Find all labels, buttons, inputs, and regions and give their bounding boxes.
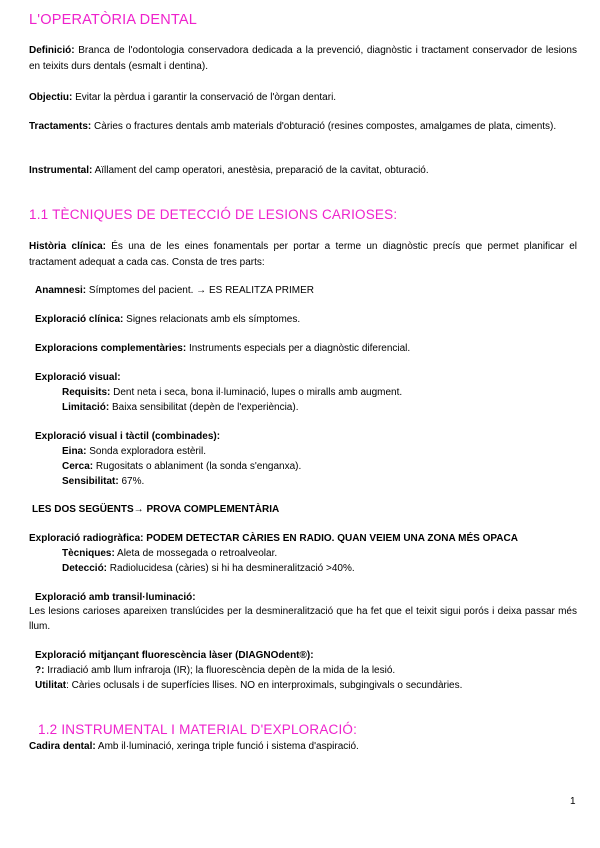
cadira-label: Cadira dental: <box>29 741 96 752</box>
exploracio-visual-heading: Exploració visual: <box>35 372 121 383</box>
utilitat-text: : Càries oclusals i de superfícies llises. NO en interproximals, subgingivals o secundàries. <box>66 680 463 691</box>
requisits-label: Requisits: <box>62 387 111 398</box>
transil-heading: Exploració amb transil·luminació: <box>35 592 196 603</box>
objectiu-paragraph <box>29 90 577 106</box>
cerca-text: Rugositats o ablaniment (la sonda s'enganxa). <box>95 461 302 472</box>
tecniques-text: Aleta de mossegada o retroalveolar. <box>117 548 278 559</box>
fluorescencia-heading: Exploració mitjançant fluorescència làser (DIAGNOdent®): <box>35 650 314 661</box>
dos-seguents-line: LES DOS SEGÜENTS→ PROVA COMPLEMENTÀRIA <box>32 504 280 515</box>
anamnesi-text: Símptomes del pacient. → ES REALITZA PRIMER <box>88 285 314 296</box>
section-2-heading: 1.2 INSTRUMENTAL I MATERIAL D'EXPLORACIÓ: <box>38 722 358 737</box>
historia-label: Història clínica: <box>29 241 106 252</box>
exploracions-complementaries-label: Exploracions complementàries: <box>35 343 187 354</box>
eina-text: Sonda exploradora estèril. <box>89 446 206 457</box>
tecniques-label: Tècniques: <box>62 548 115 559</box>
sensibilitat-line <box>62 475 144 489</box>
exploracions-complementaries-line <box>35 342 410 356</box>
deteccio-label: Detecció: <box>62 563 108 574</box>
page-number: 1 <box>570 796 576 807</box>
sensibilitat-label: Sensibilitat: <box>62 476 119 487</box>
cerca-line <box>62 460 301 474</box>
instrumental-text: Aïllament del camp operatori, anestèsia, preparació de la cavitat, obturació. <box>94 165 429 176</box>
exploracio-clinica-label: Exploració clínica: <box>35 314 124 325</box>
definicio-text: Branca de l'odontologia conservadora dedicada a la prevenció, diagnòstic i tractament conservador de lesions en teixits durs dentals (esmalt i dentina). <box>29 45 577 72</box>
definicio-paragraph <box>29 43 577 75</box>
limitacio-line <box>62 401 298 415</box>
historia-text: És una de les eines fonamentals per portar a terme un diagnòstic precís que permet planificar el tractament adequat a cada cas. Consta de tres parts: <box>29 241 577 268</box>
anamnesi-line <box>35 284 314 298</box>
exploracions-complementaries-text: Instruments especials per a diagnòstic diferencial. <box>188 343 411 354</box>
anamnesi-label: Anamnesi: <box>35 285 87 296</box>
deteccio-line <box>62 562 355 576</box>
transil-paragraph: Les lesions carioses apareixen translúcides per la desmineralització que ha fet que el teixit sigui porós i deixa passar més llum. <box>29 606 577 632</box>
exploracio-visual-tactil-heading: Exploració visual i tàctil (combinades): <box>35 431 221 442</box>
historia-paragraph <box>29 239 577 271</box>
limitacio-text: Baixa sensibilitat (depèn de l'experiència). <box>112 402 299 413</box>
limitacio-label: Limitació: <box>62 402 110 413</box>
instrumental-label: Instrumental: <box>29 165 93 176</box>
tractaments-text: Càries o fractures dentals amb materials d'obturació (resines compostes, amalgames de plata, ciments). <box>94 121 557 132</box>
exploracio-clinica-text: Signes relacionats amb els símptomes. <box>126 314 301 325</box>
sensibilitat-text: 67%. <box>121 476 145 487</box>
objectiu-label: Objectiu: <box>29 92 73 103</box>
objectiu-text: Evitar la pèrdua i garantir la conservació de l'òrgan dentari. <box>75 92 337 103</box>
eina-label: Eina: <box>62 446 87 457</box>
radiografica-label: Exploració radiogràfica: <box>29 533 144 544</box>
utilitat-line <box>35 679 462 693</box>
requisits-text: Dent neta i seca, bona il·luminació, lupes o miralls amb augment. <box>113 387 403 398</box>
utilitat-label: Utilitat <box>35 680 67 691</box>
document-title: L'OPERATÒRIA DENTAL <box>29 12 197 28</box>
eina-line <box>62 445 206 459</box>
radiografica-text: PODEM DETECTAR CÀRIES EN RADIO. QUAN VEIEM UNA ZONA MÉS OPACA <box>146 533 518 544</box>
tractaments-paragraph <box>29 119 577 135</box>
radiografica-line <box>29 532 518 546</box>
tractaments-label: Tractaments: <box>29 121 92 132</box>
cerca-label: Cerca: <box>62 461 94 472</box>
cadira-text: Amb il·luminació, xeringa triple funció i sistema d'aspiració. <box>97 741 359 752</box>
section-1-heading: 1.1 TÈCNIQUES DE DETECCIÓ DE LESIONS CARIOSES: <box>29 207 398 222</box>
requisits-line <box>62 386 402 400</box>
irradiacio-line <box>35 664 395 678</box>
question-label: ?: <box>35 665 45 676</box>
definicio-label: Definició: <box>29 45 75 56</box>
exploracio-clinica-line <box>35 313 300 327</box>
cadira-line <box>29 740 359 754</box>
tecniques-line <box>62 547 277 561</box>
instrumental-paragraph <box>29 163 577 179</box>
irradiacio-text: Irradiació amb llum infraroja (IR); la fluorescència depèn de la mida de la lesió. <box>47 665 396 676</box>
deteccio-text: Radiolucidesa (càries) si hi ha desmineralització >40%. <box>109 563 355 574</box>
